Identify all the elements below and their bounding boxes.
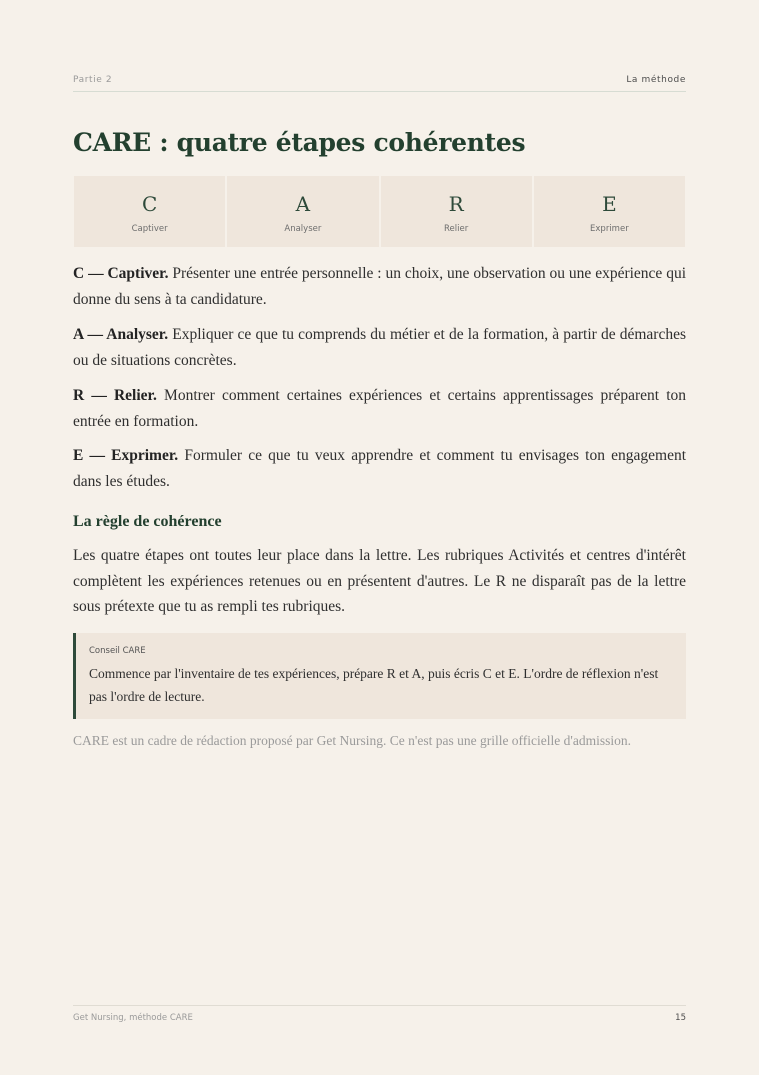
paragraph-text: Expliquer ce que tu comprends du métier et de la formation, à partir de démarches ou de situations concrètes. <box>73 326 686 369</box>
paragraph-relier <box>73 383 686 434</box>
step-letter: R <box>448 192 464 216</box>
step-letter: A <box>295 192 311 216</box>
paragraph-text: Montrer comment certaines expériences et certains apprentissages préparent ton entrée en formation. <box>73 387 687 430</box>
tip-label: Conseil CARE <box>89 646 146 656</box>
rule-heading: La règle de cohérence <box>73 513 222 530</box>
step-letter: C <box>141 192 158 216</box>
step-exprimer <box>534 176 685 247</box>
tip-text: Commence par l'inventaire de tes expériences, prépare R et A, puis écris C et E. L'ordre de réflexion n'est pas l'ordre de lecture. <box>89 666 659 704</box>
step-word: Captiver <box>131 224 168 234</box>
step-captiver <box>74 176 225 247</box>
page <box>73 0 686 1075</box>
paragraph-text: Présenter une entrée personnelle : un choix, une observation ou une expérience qui donne du sens à ta candidature. <box>73 265 687 308</box>
paragraph-lead: C — Captiver. <box>73 265 169 282</box>
paragraph-lead: E — Exprimer. <box>73 447 179 464</box>
page-title: CARE : quatre étapes cohérentes <box>73 128 526 157</box>
rule-paragraph: Les quatre étapes ont toutes leur place dans la lettre. Les rubriques Activités et centres d'intérêt complètent les expériences retenues ou en présentent d'autres. Le R ne disparaît pas de la lettre sous prétexte que tu as rempli tes rubriques. <box>73 547 686 615</box>
step-word: Analyser <box>284 224 322 234</box>
paragraph-exprimer <box>73 443 686 494</box>
step-letter: E <box>602 192 617 216</box>
tip-callout <box>73 633 686 719</box>
step-analyser <box>227 176 378 247</box>
paragraph-lead: R — Relier. <box>73 387 157 404</box>
footer-title: Get Nursing, méthode CARE <box>73 1013 193 1023</box>
paragraph-analyser <box>73 322 686 373</box>
header-chapter: La méthode <box>626 75 686 85</box>
header-section: Partie 2 <box>73 75 113 85</box>
paragraph-lead: A — Analyser. <box>73 326 169 343</box>
care-steps-table <box>74 176 685 247</box>
step-word: Relier <box>444 224 469 234</box>
paragraph-captiver <box>73 261 686 312</box>
running-header <box>73 75 686 92</box>
page-number: 15 <box>675 1013 686 1023</box>
disclaimer-note: CARE est un cadre de rédaction proposé par Get Nursing. Ce n'est pas une grille officielle d'admission. <box>73 733 631 748</box>
step-word: Exprimer <box>590 224 629 234</box>
page-footer <box>73 1005 686 1023</box>
paragraph-text: Formuler ce que tu veux apprendre et comment tu envisages ton engagement dans les études. <box>73 447 687 490</box>
step-relier <box>381 176 532 247</box>
